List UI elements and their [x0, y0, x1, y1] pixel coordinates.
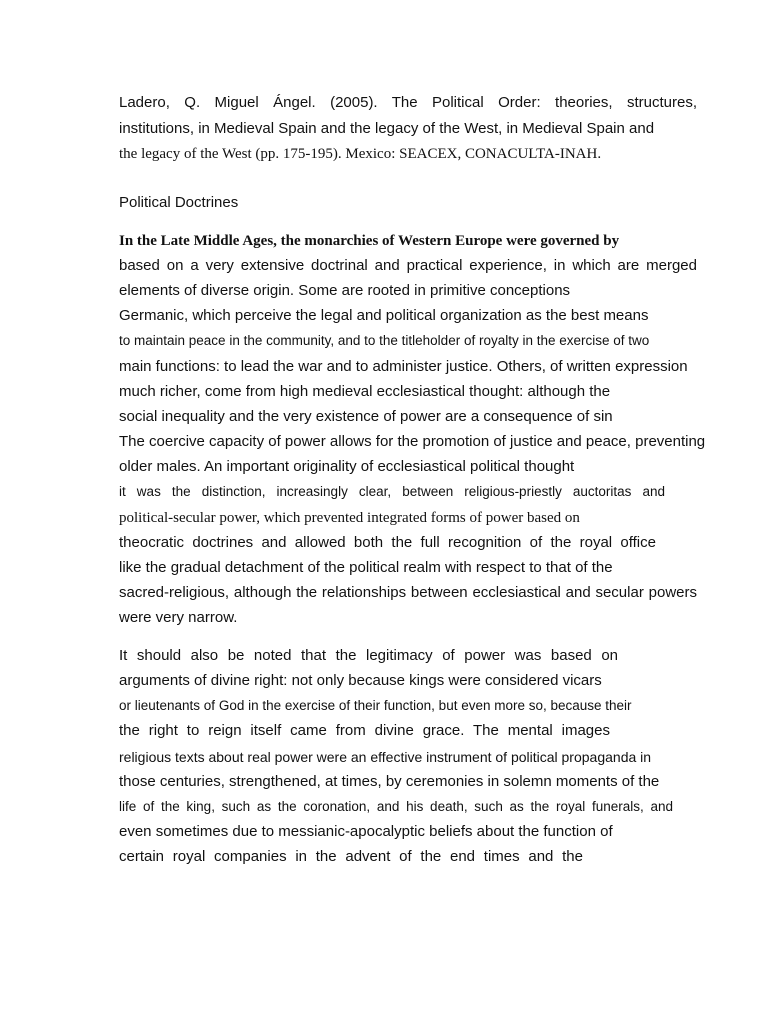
- paragraph-2-line-7: life of the king, such as the coronation, and his death, such as the royal funerals, and: [119, 799, 673, 814]
- paragraph-1-line-15: sacred-religious, although the relationships between ecclesiastical and secular powers: [119, 584, 697, 601]
- paragraph-1-line-14: like the gradual detachment of the political realm with respect to that of the: [119, 559, 613, 576]
- paragraph-2-line-3: or lieutenants of God in the exercise of their function, but even more so, because their: [119, 698, 632, 713]
- paragraph-2-line-1: It should also be noted that the legitimacy of power was based on: [119, 647, 618, 664]
- section-title: Political Doctrines: [119, 194, 239, 211]
- paragraph-1-line-1: In the Late Middle Ages, the monarchies of Western Europe were governed by: [119, 233, 620, 249]
- paragraph-2-line-6: those centuries, strengthened, at times, by ceremonies in solemn moments of the: [119, 773, 660, 790]
- paragraph-1-line-5: to maintain peace in the community, and to the titleholder of royalty in the exercise of two: [119, 333, 650, 348]
- paragraph-1-line-10: older males. An important originality of ecclesiastical political thought: [119, 458, 575, 475]
- paragraph-1-line-6: main functions: to lead the war and to administer justice. Others, of written expression: [119, 358, 688, 375]
- paragraph-1-line-4: Germanic, which perceive the legal and political organization as the best means: [119, 307, 649, 324]
- paragraph-1-line-7: much richer, come from high medieval ecclesiastical thought: although the: [119, 383, 611, 400]
- paragraph-1-line-8: social inequality and the very existence of power are a consequence of sin: [119, 408, 613, 425]
- paragraph-2-line-4: the right to reign itself came from divine grace. The mental images: [119, 722, 610, 739]
- paragraph-2-line-9: certain royal companies in the advent of the end times and the: [119, 848, 583, 865]
- paragraph-2-line-5: religious texts about real power were an effective instrument of political propaganda in: [119, 749, 652, 765]
- citation-line-2: institutions, in Medieval Spain and the legacy of the West, in Medieval Spain and: [119, 120, 655, 137]
- citation-line-3: the legacy of the West (pp. 175-195). Mexico: SEACEX, CONACULTA-INAH.: [119, 146, 602, 162]
- paragraph-1-line-16: were very narrow.: [119, 609, 238, 626]
- paragraph-1-line-2: based on a very extensive doctrinal and practical experience, in which are merged: [119, 257, 697, 274]
- paragraph-1-line-13: theocratic doctrines and allowed both the full recognition of the royal office: [119, 534, 656, 551]
- paragraph-2-line-2: arguments of divine right: not only because kings were considered vicars: [119, 672, 602, 689]
- paragraph-1-line-12: political-secular power, which prevented integrated forms of power based on: [119, 510, 580, 526]
- paragraph-2-line-8: even sometimes due to messianic-apocalyptic beliefs about the function of: [119, 823, 613, 840]
- paragraph-1-line-11: it was the distinction, increasingly clear, between religious-priestly auctoritas and: [119, 484, 665, 499]
- paragraph-1-line-3: elements of diverse origin. Some are rooted in primitive conceptions: [119, 282, 571, 299]
- paragraph-1-line-9: The coercive capacity of power allows for the promotion of justice and peace, preventing: [119, 433, 706, 450]
- citation-line-1: Ladero, Q. Miguel Ángel. (2005). The Political Order: theories, structures,: [119, 94, 697, 111]
